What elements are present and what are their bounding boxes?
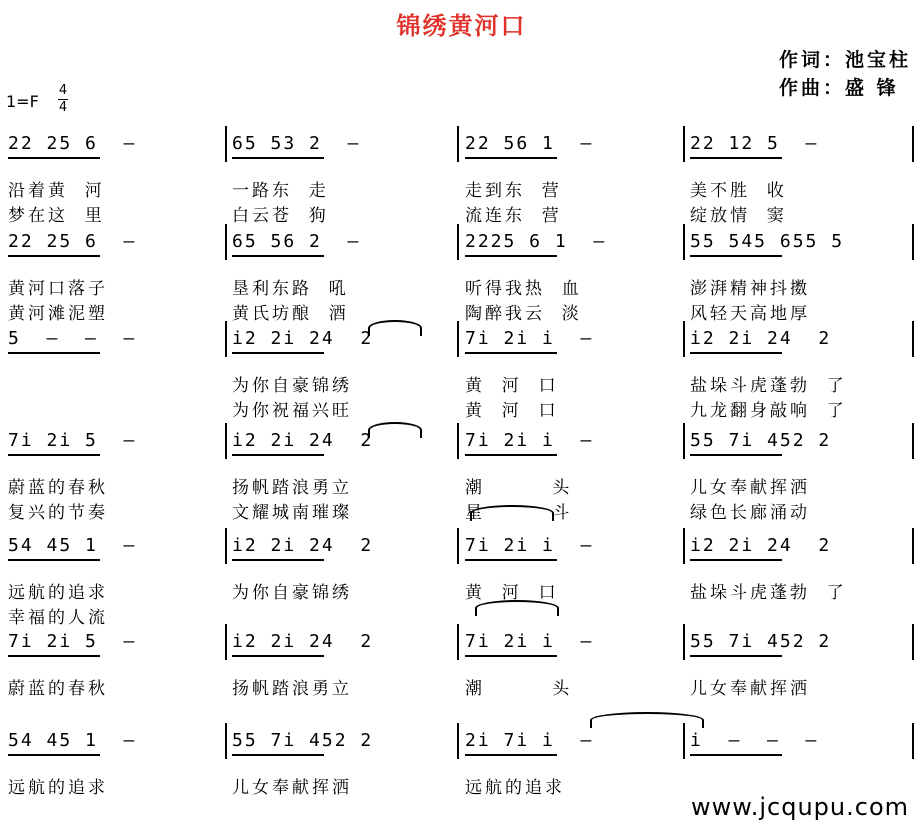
slur-mark: [368, 320, 422, 336]
lyric-text: 风轻天高地厚: [690, 304, 810, 324]
measure: 55 7i 452 2: [690, 430, 832, 451]
beam-line: [690, 454, 782, 456]
measure: i2 2i 24 2: [232, 430, 374, 451]
lyric-text: 黄 河 口: [465, 401, 559, 421]
bar-line: [912, 126, 914, 162]
measure: 54 45 1 –: [8, 535, 137, 556]
lyric-text: 蔚蓝的春秋: [8, 478, 108, 498]
beam-line: [690, 655, 782, 657]
bar-line: [457, 126, 459, 162]
lyric-text: 远航的追求: [8, 583, 108, 603]
lyric-text: 听得我热 血: [465, 279, 582, 299]
bar-line: [225, 528, 227, 564]
measure: 22 25 6 –: [8, 231, 137, 252]
bar-line: [457, 321, 459, 357]
bar-line: [457, 723, 459, 759]
notes-line: [0, 427, 923, 457]
lyric-text: 白云苍 狗: [232, 206, 329, 226]
bar-line: [225, 126, 227, 162]
measure: 5 – – –: [8, 328, 137, 349]
beam-line: [465, 655, 557, 657]
measure: 22 12 5 –: [690, 133, 819, 154]
bar-line: [683, 321, 685, 357]
beam-line: [232, 655, 324, 657]
time-signature: [58, 84, 68, 115]
beam-line: [8, 157, 100, 159]
bar-line: [683, 723, 685, 759]
measure: 55 545 655 5: [690, 231, 845, 252]
beam-line: [8, 454, 100, 456]
beam-line: [232, 352, 324, 354]
lyric-text: 盐垛斗虎蓬勃 了: [690, 583, 847, 603]
measure: 54 45 1 –: [8, 730, 137, 751]
beam-line: [465, 559, 557, 561]
bar-line: [225, 224, 227, 260]
measure: 7i 2i i –: [465, 631, 594, 652]
bar-line: [457, 528, 459, 564]
footer-url: www.jcqupu.com: [691, 793, 909, 821]
lyric-text: 潮 头: [465, 478, 573, 498]
measure: 65 53 2 –: [232, 133, 361, 154]
bar-line: [912, 423, 914, 459]
time-top: 4: [58, 83, 68, 98]
lyric-text: 为你祝福兴旺: [232, 401, 352, 421]
notes-line: [0, 628, 923, 658]
measure: 65 56 2 –: [232, 231, 361, 252]
measure: 55 7i 452 2: [690, 631, 832, 652]
lyric-text: 扬帆踏浪勇立: [232, 679, 352, 699]
lyric-text: 儿女奉献挥洒: [232, 778, 352, 798]
beam-line: [8, 255, 100, 257]
slur-mark: [470, 505, 554, 521]
lyric-text: 美不胜 收: [690, 181, 787, 201]
lyric-text: 九龙翻身敲响 了: [690, 401, 847, 421]
bar-line: [683, 423, 685, 459]
bar-line: [912, 321, 914, 357]
beam-line: [465, 352, 557, 354]
lyric-text: 远航的追求: [8, 778, 108, 798]
bar-line: [683, 624, 685, 660]
notes-line: [0, 130, 923, 160]
bar-line: [225, 321, 227, 357]
lyric-text: 幸福的人流: [8, 608, 108, 628]
lyric-text: 一路东 走: [232, 181, 329, 201]
lyric-text: 绿色长廊涌动: [690, 503, 810, 523]
beam-line: [232, 157, 324, 159]
bar-line: [225, 423, 227, 459]
lyric-text: 扬帆踏浪勇立: [232, 478, 352, 498]
bar-line: [912, 528, 914, 564]
lyric-text: 复兴的节奏: [8, 503, 108, 523]
beam-line: [465, 454, 557, 456]
measure: 7i 2i i –: [465, 430, 594, 451]
measure: 2i 7i i –: [465, 730, 594, 751]
lyric-text: 儿女奉献挥洒: [690, 478, 810, 498]
measure: 7i 2i i –: [465, 328, 594, 349]
lyric-text: 沿着黄 河: [8, 181, 105, 201]
beam-line: [232, 754, 324, 756]
notes-line: [0, 532, 923, 562]
beam-line: [232, 454, 324, 456]
lyric-text: 盐垛斗虎蓬勃 了: [690, 376, 847, 396]
lyric-text: 黄氏坊酿 酒: [232, 304, 349, 324]
slur-mark: [368, 422, 422, 438]
notes-line: [0, 228, 923, 258]
measure: 22 25 6 –: [8, 133, 137, 154]
lyricist: 作词：池宝柱: [778, 49, 911, 71]
time-bottom: 4: [58, 100, 68, 115]
lyric-text: 流连东 营: [465, 206, 562, 226]
lyric-text: 澎湃精神抖擞: [690, 279, 810, 299]
composer: 作曲：盛 锋: [778, 77, 899, 99]
lyric-text: 黄河滩泥塑: [8, 304, 108, 324]
bar-line: [225, 723, 227, 759]
slur-mark: [475, 600, 559, 616]
bar-line: [912, 224, 914, 260]
beam-line: [690, 157, 782, 159]
lyric-text: 走到东 营: [465, 181, 562, 201]
measure: i2 2i 24 2: [690, 535, 832, 556]
lyric-text: 远航的追求: [465, 778, 565, 798]
measure: 7i 2i 5 –: [8, 631, 137, 652]
measure: 2225 6 1 –: [465, 231, 607, 252]
bar-line: [457, 224, 459, 260]
song-title: 锦绣黄河口: [396, 12, 527, 40]
notes-line: [0, 727, 923, 757]
lyric-text: 陶醉我云 淡: [465, 304, 582, 324]
measure: i2 2i 24 2: [690, 328, 832, 349]
beam-line: [232, 255, 324, 257]
beam-line: [690, 754, 782, 756]
lyric-text: 黄 河 口: [465, 376, 559, 396]
lyric-text: 绽放情 窦: [690, 206, 787, 226]
lyric-text: 儿女奉献挥洒: [690, 679, 810, 699]
beam-line: [465, 754, 557, 756]
bar-line: [683, 126, 685, 162]
beam-line: [690, 255, 782, 257]
measure: i – – –: [690, 730, 819, 751]
lyric-text: 蔚蓝的春秋: [8, 679, 108, 699]
bar-line: [683, 528, 685, 564]
lyric-text: 潮 头: [465, 679, 573, 699]
measure: 22 56 1 –: [465, 133, 594, 154]
lyric-text: 黄河口落子: [8, 279, 108, 299]
key-signature: 1=F: [6, 92, 39, 111]
lyric-text: 黄 河 口: [465, 583, 559, 603]
lyric-text: 星 斗: [465, 503, 573, 523]
beam-line: [465, 157, 557, 159]
beam-line: [8, 754, 100, 756]
measure: i2 2i 24 2: [232, 328, 374, 349]
bar-line: [912, 624, 914, 660]
measure: 7i 2i 5 –: [8, 430, 137, 451]
bar-line: [457, 423, 459, 459]
beam-line: [8, 352, 100, 354]
measure: i2 2i 24 2: [232, 535, 374, 556]
lyric-text: 为你自豪锦绣: [232, 583, 352, 603]
lyric-text: 垦利东路 吼: [232, 279, 349, 299]
beam-line: [8, 655, 100, 657]
slur-mark: [590, 712, 704, 728]
bar-line: [225, 624, 227, 660]
bar-line: [457, 624, 459, 660]
measure: 55 7i 452 2: [232, 730, 374, 751]
measure: i2 2i 24 2: [232, 631, 374, 652]
beam-line: [8, 559, 100, 561]
beam-line: [465, 255, 557, 257]
bar-line: [683, 224, 685, 260]
beam-line: [232, 559, 324, 561]
beam-line: [690, 352, 782, 354]
bar-line: [912, 723, 914, 759]
measure: 7i 2i i –: [465, 535, 594, 556]
lyric-text: 为你自豪锦绣: [232, 376, 352, 396]
lyric-text: 梦在这 里: [8, 206, 105, 226]
credits: [779, 46, 911, 102]
beam-line: [690, 559, 782, 561]
lyric-text: 文耀城南璀璨: [232, 503, 352, 523]
notes-line: [0, 325, 923, 355]
